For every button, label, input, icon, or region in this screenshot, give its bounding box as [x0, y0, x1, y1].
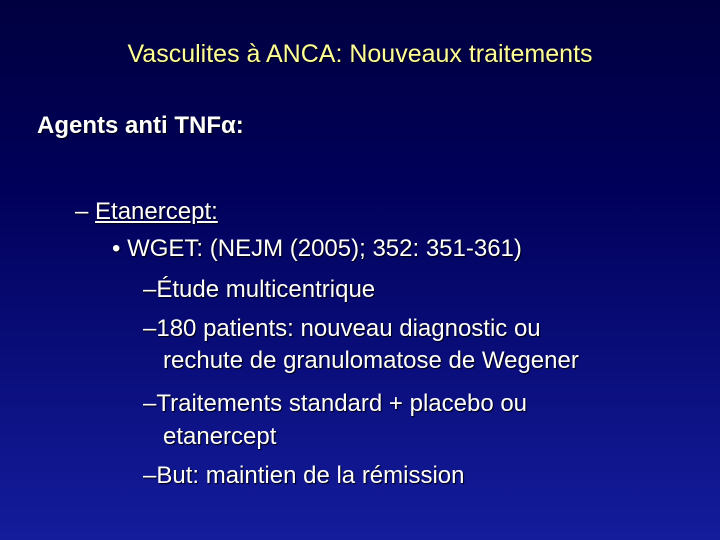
level2-item: [112, 234, 522, 264]
slide-title: Vasculites à ANCA: Nouveaux traitements: [127, 40, 593, 68]
level3-text: 180 patients: nouveau diagnostic ou: [156, 315, 541, 342]
dash-marker: –: [143, 462, 157, 489]
level3-text: Étude multicentrique: [156, 276, 376, 303]
dash-marker: –: [143, 390, 157, 417]
level3-item-2-continuation: [163, 346, 579, 376]
study-reference: WGET: (NEJM (2005); 352: 351-361): [127, 235, 522, 262]
level3-item-3: [143, 389, 527, 419]
level3-text: Traitements standard + placebo ou: [156, 390, 528, 417]
dash-marker: –: [143, 276, 157, 303]
dash-marker: –: [143, 315, 157, 342]
section-heading: Agents anti TNFα:: [37, 112, 244, 139]
level3-item-2: [143, 314, 541, 344]
level3-item-4: [143, 461, 465, 491]
level1-item: [75, 197, 218, 227]
level3-item-3-continuation: [163, 422, 276, 452]
drug-name-label: Etanercept:: [95, 198, 218, 225]
level3-text: etanercept: [163, 423, 277, 450]
level3-text: rechute de granulomatose de Wegener: [163, 347, 579, 374]
bullet-marker: •: [112, 235, 121, 262]
level3-text: But: maintien de la rémission: [156, 462, 465, 489]
dash-marker: –: [75, 198, 89, 225]
level3-item-1: [143, 275, 375, 305]
